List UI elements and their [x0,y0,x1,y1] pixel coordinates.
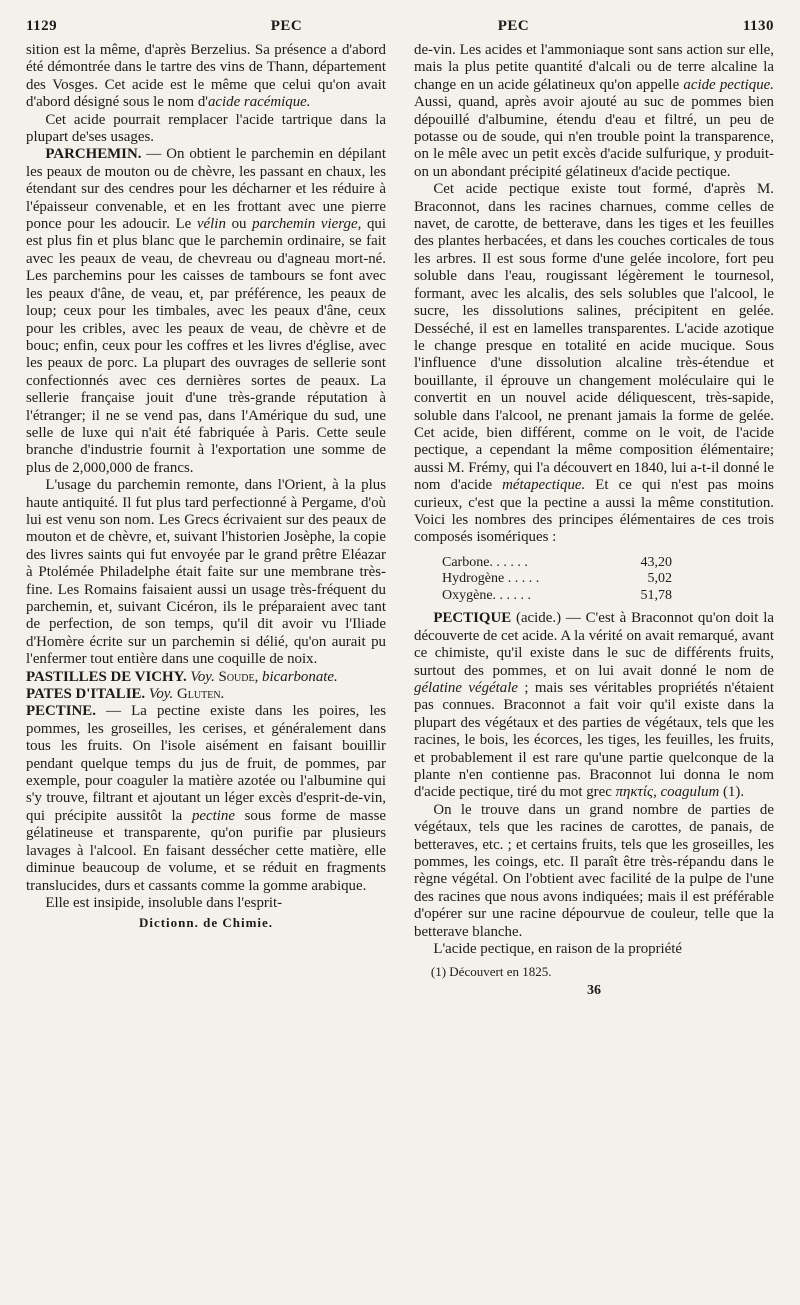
table-row: Hydrogène . . . . . 5,02 [442,571,672,587]
text-columns [26,42,774,1000]
page-number-left: 1129 [26,17,58,34]
paragraph: Cet acide pectique existe tout formé, d'après M. Braconnot, dans les racines charnues, comme celles de navet, de carotte, de betterave, dans les tiges et les feuilles des plantes herbacées, et dans les couches corticales de tous les arbres. Il est sous forme d'une gelée incolore, fort peu soluble dans l'eau, rougissant légèrement le tournesol, formant, avec les alcalis, des sels solubles que l'alcool, le sucre, les dissolutions salines, précipitent en gelée. Desséché, il est en lamelles transparentes. L'acide azotique le change presque en totalité en acide mucique. Sous l'influence d'une dissolution alcaline très-étendue et bouillante, il éprouve un changement moléculaire qui le convertit en un nouvel acide déliquescent, très-sapide, soluble dans l'alcool, ne prenant jamais la forme de gelée. Cet acide, bien différent, comme on le voit, de l'acide pectique, a cependant la même composition élémentaire; aussi M. Frémy, qui l'a découvert en 1840, lui a-t-il donné le nom d'acide métapectique. Et ce qui n'est pas moins curieux, c'est que la pectine a aussi la même constitution. Voici les nombres des principes élémentaires de ces trois composés isomériques : [414,181,774,546]
entry-term: PARCHEMIN. [45,146,142,163]
signature-number: 36 [587,983,601,999]
paragraph: Elle est insipide, insoluble dans l'esprit- [45,894,283,911]
footnote: (1) Découvert en 1825. [430,964,552,980]
paragraph: de-vin. Les acides et l'ammoniaque sont sans action sur elle, mais la plus petite quantité d'alcali ou de terre alcaline la change en un acide gélatineux qu'on appelle acide pectique. Aussi, quand, après avoir ajouté au suc de pommes bien dépouillé d'albumine, étendu d'eau et filtré, un peu de potasse ou de soude, qui n'en trouble point la transparence, on le mêle avec un petit excès d'acide sulfurique, y produit-on un abondant précipité gélatineux d'acide pectique. [414,42,774,180]
entry-pastilles: PASTILLES DE VICHY. Voy. Soude, bicarbonate. [26,668,338,685]
entry-term: PASTILLES DE VICHY. [26,668,187,685]
entry-term: PATES D'ITALIE. [26,686,146,703]
paragraph: On le trouve dans un grand nombre de parties de végétaux, tels que les racines de carottes, de panais, de betteraves, etc. ; et certains fruits, tels que les groseilles, les pommes, les coings, etc. Il paraît être très-répandu dans le règne végétal. On l'obtient avec facilité de la pulpe de l'une des racines que nous avons indiquées; mais il est préférable d'opérer sur une racine dépourvue de couleur, telle que la betterave blanche. [414,801,774,940]
composition-table [442,555,774,605]
left-column [26,42,386,1000]
entry-pectique: PECTIQUE (acide.) — C'est à Braconnot qu'on doit la découverte de cet acide. A la vérité on avait remarqué, avant ce chimiste, qu'il existe dans le suc de différents fruits, surtout des pommes, et on lui avait donné le nom de gélatine végétale ; mais ses véritables propriétés n'étaient pas connues. Braconnot a fait voir qu'il existe dans la plupart des végétaux et des parties de végétaux, tels que les racines, le bois, les écorces, les tiges, les feuilles, les fruits, et probablement il est rare qu'une partie quelconque de la plante n'en contienne pas. Braconnot lui donna le nom d'acide pectique, tiré du mot grec πηκτίς, coagulum (1). [414,610,774,801]
paragraph: L'acide pectique, en raison de la propriété [433,941,683,957]
page-number-right: 1130 [742,17,774,34]
footer-signature: Dictionn. de Chimie. [138,915,274,931]
entry-term: PECTIQUE [433,610,512,627]
paragraph: L'usage du parchemin remonte, dans l'Orient, à la plus haute antiquité. Il fut plus tard perfectionné à Pergame, d'où lui est venu son nom. Les Grecs écrivaient sur des peaux de mouton et de chèvre, et, suivant l'historien Josèphe, la copie des livres saints qui fut envoyée par le grand prêtre Eléazar à Ptolémée Philadelphe était faite sur une membrane très-fine. Les Romains faisaient aussi un usage très-fréquent du parchemin, et, suivant Cicéron, ils le préparaient avec tant de perfection, de son temps, qu'il dit avoir vu l'Iliade d'Homère écrite sur un parchemin si délié, qu'on aurait pu l'enfermer tout entière dans une coquille de noix. [26,477,386,668]
header-word-right: PEC [497,17,530,34]
entry-parchemin: PARCHEMIN. — On obtient le parchemin en dépilant les peaux de mouton ou de chèvre, les passant en chaux, les étendant sur des cendres pour les décharner et les réduire à l'épaisseur convenable, et en les frottant avec une pierre ponce pour les adoucir. Le vélin ou parchemin vierge, qui est plus fin et plus blanc que le parchemin ordinaire, se fait avec les peaux de veau, de chevreau ou d'agneau mort-né. Les parchemins pour les caisses de tambours se font avec les peaux d'âne, de veau, et, par préférence, les peaux de loup; ceux pour les timbales, avec les peaux d'âne, ceux pour les cribles, avec les peaux de veau, de chèvre et de bouc; enfin, ceux pour les coffres et les livres d'église, avec les peaux de porc. La plupart des ouvrages de sellerie sont confectionnés avec ces dernières sortes de peaux. La sellerie française jouit d'une très-grande réputation à l'étranger; il ne se vend pas, dans l'Amérique du sud, une selle de luxe qui n'ait été fabriquée à Paris. Cette seule branche d'industrie fournit à l'exportation une somme de plus de 2,000,000 de francs. [26,146,386,476]
table-row: Oxygène. . . . . . 51,78 [442,587,672,603]
header-word-left: PEC [270,17,303,34]
running-header [26,14,774,38]
entry-term: PECTINE. [26,703,96,720]
paragraph: sition est la même, d'après Berzelius. Sa présence a d'abord été démontrée dans le tartre des vins de Thann, département des Vosges. Cet acide est le même que celui qu'on avait d'abord désigné sous le nom d'acide racémique. [26,42,386,111]
entry-pectine: PECTINE. — La pectine existe dans les poires, les pommes, les groseilles, les cerises, et généralement dans tous les fruits. On l'isole aisément en faisant bouillir pendant quelque temps du jus de fruit, de pommes, par exemple, pour coaguler la matière azotée ou l'albumine qui s'y trouve, filtrant et ajoutant un léger excès d'esprit-de-vin, qui précipite aussitôt la pectine sous forme de masse gélatineuse et transparente, qu'on purifie par plusieurs lavages à l'alcool. En faisant dessécher cette matière, elle diminue beaucoup de volume, et se réduit en fragments translucides, durs et cassants comme la gomme arabique. [26,703,386,894]
entry-pates: PATES D'ITALIE. Voy. Gluten. [26,686,225,703]
right-column [414,42,774,1000]
table-row: Carbone. . . . . . 43,20 [442,554,672,570]
paragraph: Cet acide pourrait remplacer l'acide tartrique dans la plupart de'ses usages. [26,111,386,146]
